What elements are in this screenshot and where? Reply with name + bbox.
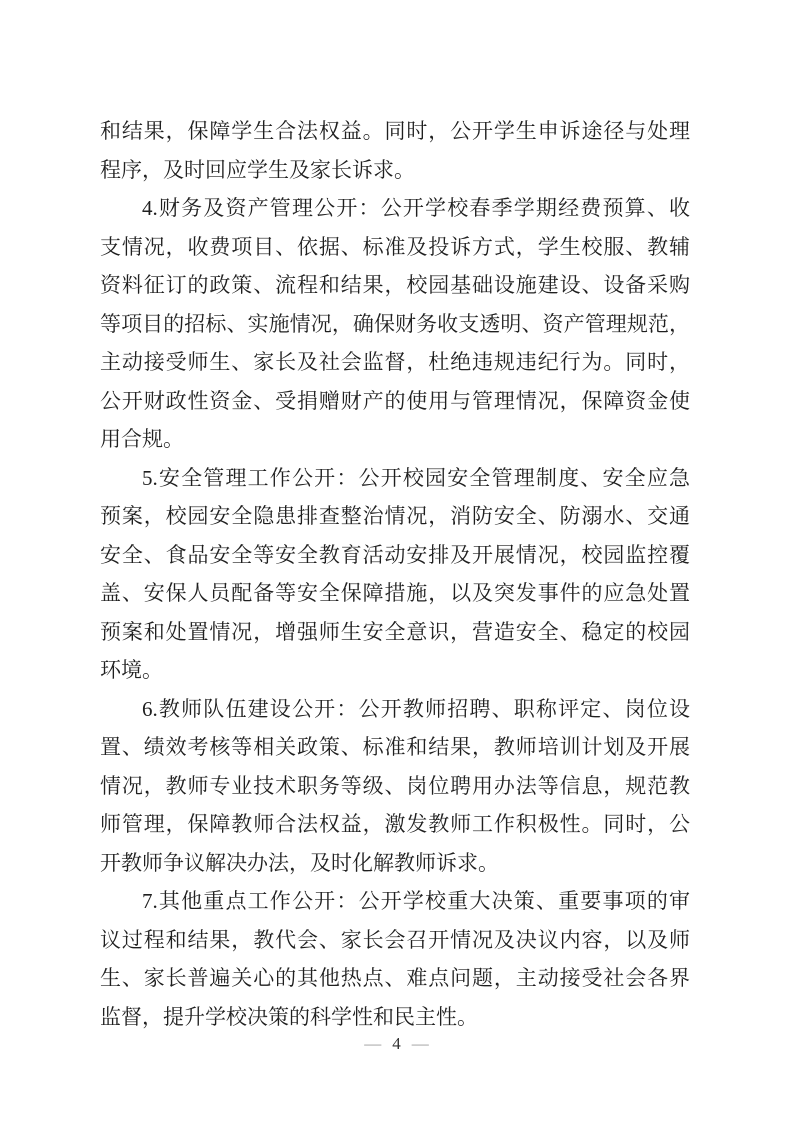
- page-footer: [0, 1032, 793, 1056]
- text-line: 环境。: [100, 658, 163, 682]
- text-line: 支情况，收费项目、依据、标准及投诉方式，学生校服、教辅: [100, 234, 690, 259]
- text-line: 开教师争议解决办法，及时化解教师诉求。: [100, 850, 499, 875]
- text-line: 预案，校园安全隐患排查整治情况，消防安全、防溺水、交通: [100, 504, 690, 528]
- footer-dash-right: —: [411, 1034, 429, 1053]
- text-line: 师管理，保障教师合法权益，激发教师工作积极性。同时，公: [100, 812, 690, 836]
- text-line: 主动接受师生、家长及社会监督，杜绝违规违纪行为。同时，: [100, 350, 690, 374]
- text-line: 和结果，保障学生合法权益。同时，公开学生申诉途径与处理: [100, 119, 690, 143]
- text-line: 监督，提升学校决策的科学性和民主性。: [100, 1004, 478, 1029]
- text-line: 安全、食品安全等安全教育活动安排及开展情况，校园监控覆: [100, 542, 690, 567]
- text-line: 议过程和结果，教代会、家长会召开情况及决议内容，以及师: [100, 927, 690, 952]
- text-line: 5.安全管理工作公开：公开校园安全管理制度、安全应急: [142, 465, 690, 490]
- text-line: 生、家长普遍关心的其他热点、难点问题，主动接受社会各界: [100, 966, 690, 990]
- text-line: 6.教师队伍建设公开：公开教师招聘、职称评定、岗位设: [142, 696, 690, 721]
- text-line: 用合规。: [100, 427, 184, 451]
- text-line: 资料征订的政策、流程和结果，校园基础设施建设、设备采购: [100, 273, 690, 297]
- text-line: 公开财政性资金、受捐赠财产的使用与管理情况，保障资金使: [100, 388, 690, 413]
- text-line: 4.财务及资产管理公开：公开学校春季学期经费预算、收: [142, 196, 690, 220]
- text-line: 等项目的招标、实施情况，确保财务收支透明、资产管理规范，: [100, 311, 690, 336]
- text-line: 程序，及时回应学生及家长诉求。: [100, 157, 415, 182]
- footer-dash-left: —: [364, 1034, 382, 1053]
- document-body: [100, 112, 690, 1036]
- text-line: 7.其他重点工作公开：公开学校重大决策、重要事项的审: [142, 889, 690, 913]
- text-line: 置、绩效考核等相关政策、标准和结果，教师培训计划及开展: [100, 735, 690, 759]
- text-line: 预案和处置情况，增强师生安全意识，营造安全、稳定的校园: [100, 619, 690, 644]
- text-line: 情况，教师专业技术职务等级、岗位聘用办法等信息，规范教: [100, 773, 690, 798]
- text-line: 盖、安保人员配备等安全保障措施，以及突发事件的应急处置: [100, 581, 690, 605]
- page-number: 4: [392, 1034, 401, 1053]
